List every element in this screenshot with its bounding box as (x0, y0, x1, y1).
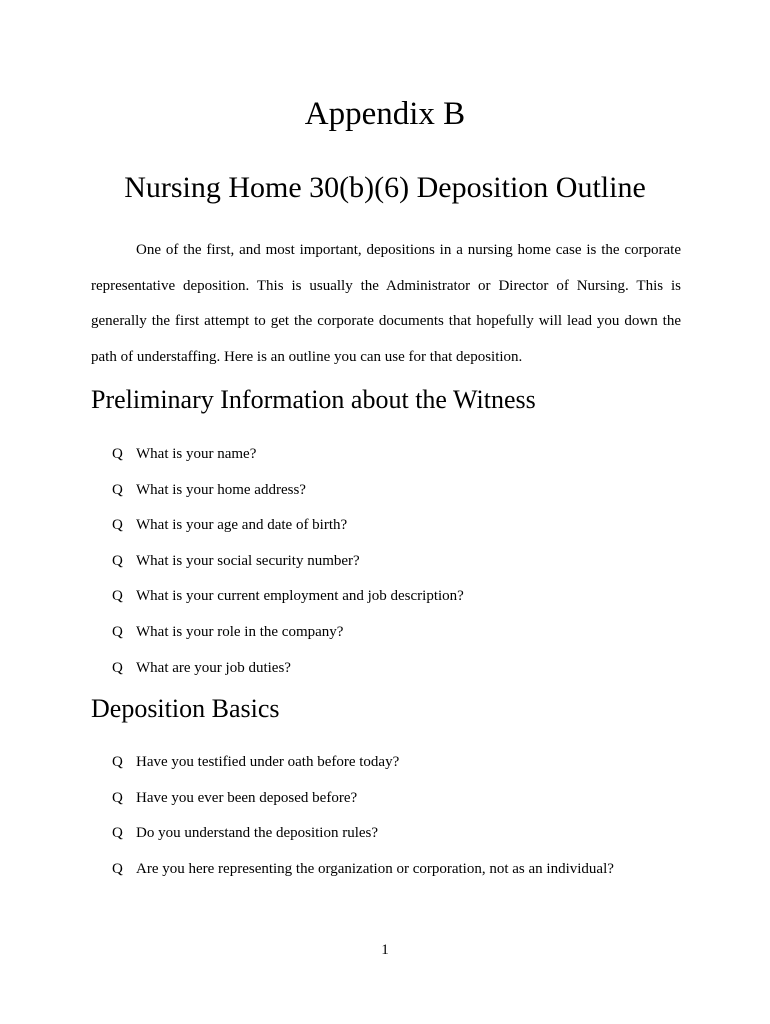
question-marker: Q (112, 789, 123, 806)
question-marker: Q (112, 825, 123, 842)
question-marker: Q (112, 481, 123, 498)
intro-paragraph: One of the first, and most important, depositions in a nursing home case is the corporate representative deposition. This is usually the Administrator or Director of Nursing. This is generally the first attempt to get the corporate documents that hopefully will lead you down the path of understaffing. Here is an outline you can use for that deposition. (91, 242, 681, 366)
question-item (112, 515, 464, 551)
question-item (112, 658, 464, 694)
question-text: What is your role in the company? (136, 623, 344, 640)
question-text: What are your job duties? (136, 659, 291, 676)
question-marker: Q (112, 552, 123, 569)
question-marker: Q (112, 860, 123, 877)
question-marker: Q (112, 754, 123, 770)
question-text: What is your current employment and job description? (136, 588, 464, 605)
question-marker: Q (112, 517, 123, 534)
question-item (112, 788, 614, 824)
section-heading-preliminary: Preliminary Information about the Witness (91, 385, 536, 414)
question-item (112, 859, 614, 895)
page-title: Appendix B (304, 96, 466, 132)
question-item (112, 823, 614, 859)
question-text: What is your social security number? (136, 552, 360, 569)
page-number: 1 (381, 942, 389, 958)
section-heading-deposition-basics: Deposition Basics (91, 694, 280, 723)
question-list-preliminary (112, 444, 464, 693)
question-text: What is your name? (136, 446, 257, 462)
question-text: What is your home address? (136, 481, 306, 498)
question-item (112, 480, 464, 516)
document-subtitle: Nursing Home 30(b)(6) Deposition Outline (124, 171, 646, 204)
question-item (112, 622, 464, 658)
question-item (112, 752, 614, 788)
question-marker: Q (112, 446, 123, 462)
question-text: Are you here representing the organization or corporation, not as an individual? (136, 860, 614, 877)
question-item (112, 444, 464, 480)
question-text: Have you ever been deposed before? (136, 789, 358, 806)
question-marker: Q (112, 588, 123, 605)
question-text: Have you testified under oath before today? (136, 754, 400, 770)
question-marker: Q (112, 623, 123, 640)
question-marker: Q (112, 659, 123, 676)
question-text: What is your age and date of birth? (136, 517, 348, 534)
question-list-deposition-basics (112, 752, 614, 894)
question-item (112, 551, 464, 587)
question-item (112, 586, 464, 622)
question-text: Do you understand the deposition rules? (136, 825, 379, 842)
